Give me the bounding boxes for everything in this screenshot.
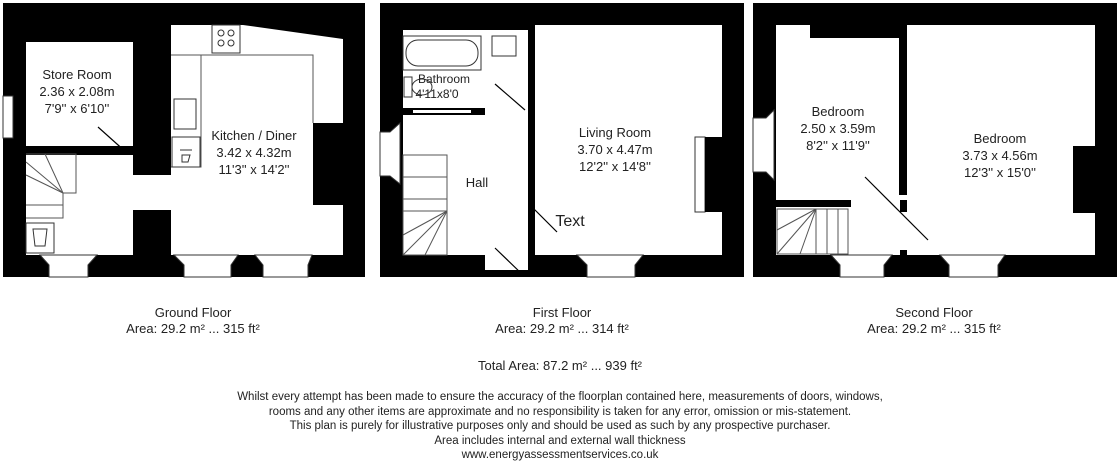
text-annotation: Text bbox=[555, 213, 585, 230]
floor-area: Area: 29.2 m² ... 315 ft² bbox=[867, 321, 1001, 336]
room-dimensions-imperial: 8'2'' x 11'9'' bbox=[806, 138, 870, 153]
room-dimensions-metric: 2.50 x 3.59m bbox=[800, 121, 876, 136]
disclaimer-line: Area includes internal and external wall thickness bbox=[434, 434, 686, 447]
bath-icon bbox=[403, 36, 481, 70]
room-dimensions-metric: 3.42 x 4.32m bbox=[216, 145, 292, 160]
room-dimensions-metric: 2.36 x 2.08m bbox=[39, 84, 115, 99]
room-label-living-room: Living Room bbox=[578, 125, 652, 140]
second-floor-caption bbox=[819, 305, 1049, 337]
first-floor-caption bbox=[447, 305, 677, 337]
floor-area: Area: 29.2 m² ... 314 ft² bbox=[495, 321, 629, 336]
room-label-store-room: Store Room bbox=[42, 67, 112, 82]
room-dimensions-imperial: 12'2'' x 14'8'' bbox=[579, 159, 651, 174]
disclaimer bbox=[0, 390, 1120, 463]
disclaimer-line: rooms and any other items are approximate and no responsibility is taken for any error, omission or mis-statement. bbox=[268, 405, 852, 418]
floor-title: First Floor bbox=[532, 305, 592, 320]
ground-floor-plan bbox=[0, 0, 370, 290]
room-dimensions: 4'11x8'0 bbox=[415, 87, 459, 101]
room-label-hall: Hall bbox=[465, 175, 489, 190]
first-floor-plan bbox=[375, 0, 750, 290]
floor-area: Area: 29.2 m² ... 315 ft² bbox=[126, 321, 260, 336]
floor-title: Ground Floor bbox=[154, 305, 232, 320]
room-dimensions-metric: 3.70 x 4.47m bbox=[577, 142, 653, 157]
hob-icon bbox=[212, 25, 240, 53]
ground-floor-caption bbox=[78, 305, 308, 337]
total-area: Total Area: 87.2 m² ... 939 ft² bbox=[477, 358, 643, 373]
floor-title: Second Floor bbox=[895, 305, 973, 320]
room-label-bathroom: Bathroom bbox=[417, 72, 471, 86]
room-dimensions-metric: 3.73 x 4.56m bbox=[962, 148, 1038, 163]
fireplace-icon bbox=[695, 137, 722, 212]
website-text: www.energyassessmentservices.co.uk bbox=[461, 449, 659, 461]
room-dimensions-imperial: 11'3'' x 14'2'' bbox=[218, 162, 290, 177]
room-label-bedroom-small: Bedroom bbox=[811, 104, 865, 119]
room-dimensions-imperial: 7'9'' x 6'10'' bbox=[44, 101, 110, 116]
room-dimensions-imperial: 12'3'' x 15'0'' bbox=[964, 165, 1036, 180]
disclaimer-line: Whilst every attempt has been made to ensure the accuracy of the floorplan contained here, measurements of doors, windows, bbox=[237, 391, 883, 403]
room-label-bedroom-large: Bedroom bbox=[973, 131, 1027, 146]
second-floor-plan bbox=[748, 0, 1120, 290]
disclaimer-line: This plan is purely for illustrative purposes only and should be used as such by any prospective purchaser. bbox=[289, 420, 831, 432]
window-icon bbox=[413, 110, 471, 113]
room-label-kitchen-diner: Kitchen / Diner bbox=[211, 128, 297, 143]
